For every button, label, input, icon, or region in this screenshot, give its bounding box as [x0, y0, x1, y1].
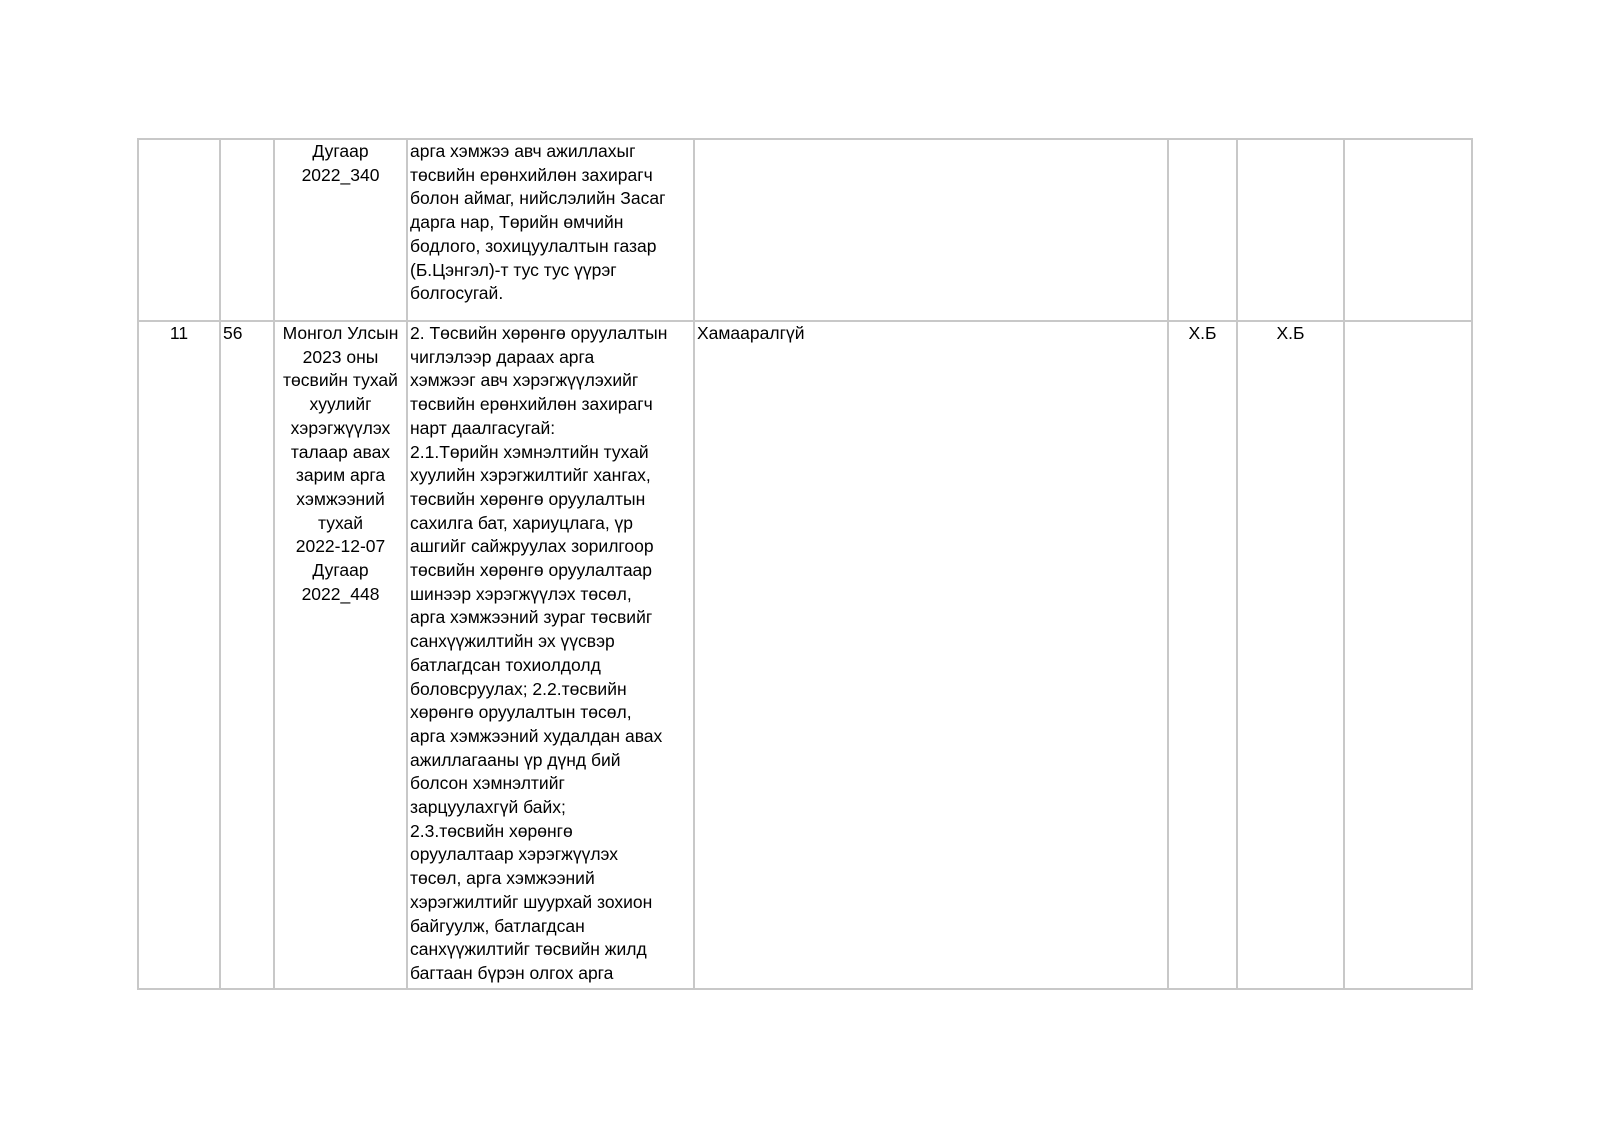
col7-text: Х.Б	[1276, 323, 1305, 343]
table-row	[138, 139, 1472, 321]
document-cell	[274, 321, 407, 989]
document-title: Дугаар 2022_340	[301, 141, 380, 185]
document-cell	[274, 139, 407, 321]
col6-cell	[1168, 321, 1237, 989]
index-cell	[220, 139, 274, 321]
index-number: 56	[223, 323, 243, 343]
col8-cell	[1344, 321, 1472, 989]
index-cell	[220, 321, 274, 989]
col7-cell	[1237, 139, 1344, 321]
status-text: Хамааралгүй	[697, 323, 805, 343]
content-text: 2. Төсвийн хөрөнгө оруулалтын чиглэлээр дараах арга хэмжээг авч хэрэгжүүлэхийг төсвийн ерөнхийлөн захирагч нарт даалгасугай: 2.1.Төрийн хэмнэлтийн тухай хуулийн хэрэгжилтийг хангах, төсвийн хөрөнгө оруулалтын сахилга бат, хариуцлага, үр ашгийг сайжруулах зорилгоор төсвийн хөрөнгө оруулалтаар шинээр хэрэгжүүлэх төсөл, арга хэмжээний зураг төсвийг санхүүжилтийн эх үүсвэр батлагдсан тохиолдолд боловсруулах; 2.2.төсвийн хөрөнгө оруулалтын төсөл, арга хэмжээний худалдан авах ажиллагааны үр дүнд бий болсон хэмнэлтийг зарцуулахгүй байх; 2.3.төсвийн хөрөнгө оруулалтаар хэрэгжүүлэх төсөл, арга хэмжээний хэрэгжилтийг шуурхай зохион байгуулж, батлагдсан санхүүжилтийг төсвийн жилд багтаан бүрэн олгох арга	[410, 323, 668, 983]
col6-cell	[1168, 139, 1237, 321]
content-cell	[407, 321, 694, 989]
col7-cell	[1237, 321, 1344, 989]
document-title: Монгол Улсын 2023 оны төсвийн тухай хуулийг хэрэгжүүлэх талаар авах зарим арга хэмжээний тухай 2022-12-07 Дугаар 2022_448	[282, 323, 399, 604]
report-table	[137, 138, 1473, 990]
content-cell	[407, 139, 694, 321]
row-number-cell	[138, 321, 220, 989]
col8-cell	[1344, 139, 1472, 321]
row-number: 11	[169, 323, 189, 343]
status-cell	[694, 321, 1168, 989]
table-row	[138, 321, 1472, 989]
row-number-cell	[138, 139, 220, 321]
content-text: арга хэмжээ авч ажиллахыг төсвийн ерөнхийлөн захирагч болон аймаг, нийслэлийн Засаг дарга нар, Төрийн өмчийн бодлого, зохицуулалтын газар (Б.Цэнгэл)-т тус тус үүрэг болгосугай.	[410, 141, 666, 304]
col6-text: Х.Б	[1188, 323, 1217, 343]
status-cell	[694, 139, 1168, 321]
